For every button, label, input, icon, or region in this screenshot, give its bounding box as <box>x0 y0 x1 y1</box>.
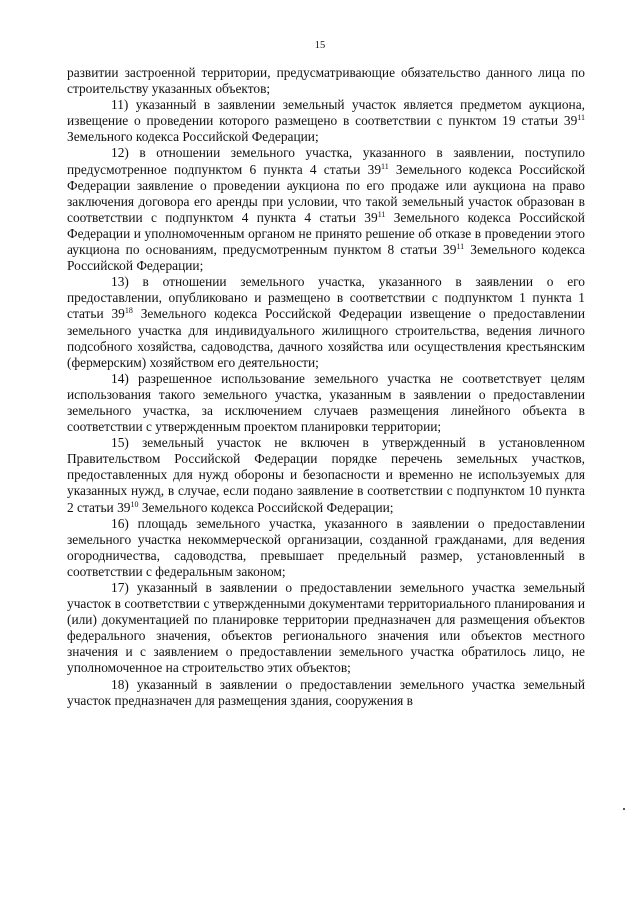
scan-speck <box>623 808 625 810</box>
article-superscript: 11 <box>456 242 465 252</box>
paragraph <box>67 145 585 274</box>
paragraph <box>67 677 585 709</box>
paragraph-text: 12) в отношении земельного участка, указанного в заявлении, поступило предусмотренное подпунктом 6 пункта 4 статьи 39 <box>67 145 585 177</box>
paragraph <box>67 371 585 435</box>
article-superscript: 11 <box>577 113 585 123</box>
paragraph-text: 17) указанный в заявлении о предоставлении земельного участка земельный участок в соответствии с утвержденными документами территориального планирования и (или) документацией по планировке территории предназначен для размещения объектов федерального значения, объектов регионального значения или объектов местного значения и с заявлением о предоставлении земельного участка обратилось лицо, не уполномоченное на строительство этих объектов; <box>67 580 585 676</box>
paragraph-text: Земельного кодекса Российской Федерации заявление о проведении аукциона по его продаже или аукциона на право заключения договора его аренды при условии, что такой земельный участок образован в соответствии с подпунктом 4 пункта 4 статьи 39 <box>67 161 585 225</box>
paragraph <box>67 516 585 580</box>
paragraph-text: 14) разрешенное использование земельного участка не соответствует целям использования такого земельного участка, указанным в заявлении о предоставлении земельного участка, за исключением случаев размещения линейного объекта в соответствии с утвержденным проектом планировки территории; <box>67 370 585 435</box>
paragraph-text: развитии застроенной территории, предусматривающие обязательство данного лица по строительству указанных объектов; <box>67 65 585 97</box>
article-superscript: 11 <box>377 209 386 219</box>
paragraph-text: Земельного кодекса Российской Федерации; <box>138 499 394 515</box>
paragraph <box>67 435 585 515</box>
paragraph-text: 13) в отношении земельного участка, указанного в заявлении о его предоставлении, опубликовано и размещено в соответствии с подпунктом 1 пункта 1 статьи 39 <box>67 274 585 322</box>
paragraph <box>67 580 585 677</box>
paragraph-text: 11) указанный в заявлении земельный участок является предметом аукциона, извещение о проведении которого размещено в соответствии с пунктом 19 статьи 39 <box>67 97 585 129</box>
paragraph-text: 15) земельный участок не включен в утвержденный в установленном Правительством Российской Федерации порядке перечень земельных участков, предоставленных для нужд обороны и безопасности и временно не используемых для указанных нужд, в случае, если подано заявление в соответствии с подпунктом 10 пункта 2 статьи 39 <box>67 435 585 515</box>
paragraph-text: 18) указанный в заявлении о предоставлении земельного участка земельный участок предназначен для размещения здания, сооружения в <box>67 676 585 708</box>
article-superscript: 11 <box>381 161 389 171</box>
body-text <box>67 65 585 709</box>
paragraph <box>67 65 585 97</box>
paragraph <box>67 97 585 145</box>
paragraph-text: 16) площадь земельного участка, указанного в заявлении о предоставлении земельного участка некоммерческой организации, созданной гражданами, для ведения огородничества, садоводства, превышает предельный размер, установленный в соответствии с федеральным законом; <box>67 515 585 579</box>
article-superscript: 10 <box>130 499 139 509</box>
paragraph-text: Земельного кодекса Российской Федерации; <box>67 242 585 274</box>
paragraph <box>67 274 585 371</box>
page-number: 15 <box>314 40 326 51</box>
paragraph-text: Земельного кодекса Российской Федерации и уполномоченным органом не принято решение об отказе в проведении этого аукциона по основаниям, предусмотренным пунктом 8 статьи 39 <box>67 209 585 258</box>
paragraph-text: Земельного кодекса Российской Федерации; <box>67 129 319 145</box>
paragraph-text: Земельного кодекса Российской Федерации извещение о предоставлении земельного участка для индивидуального жилищного строительства, ведения личного подсобного хозяйства, садоводства, дачного хозяйства или осуществления крестьянским (фермерским) хозяйством его деятельности; <box>67 306 585 370</box>
article-superscript: 18 <box>124 306 133 316</box>
